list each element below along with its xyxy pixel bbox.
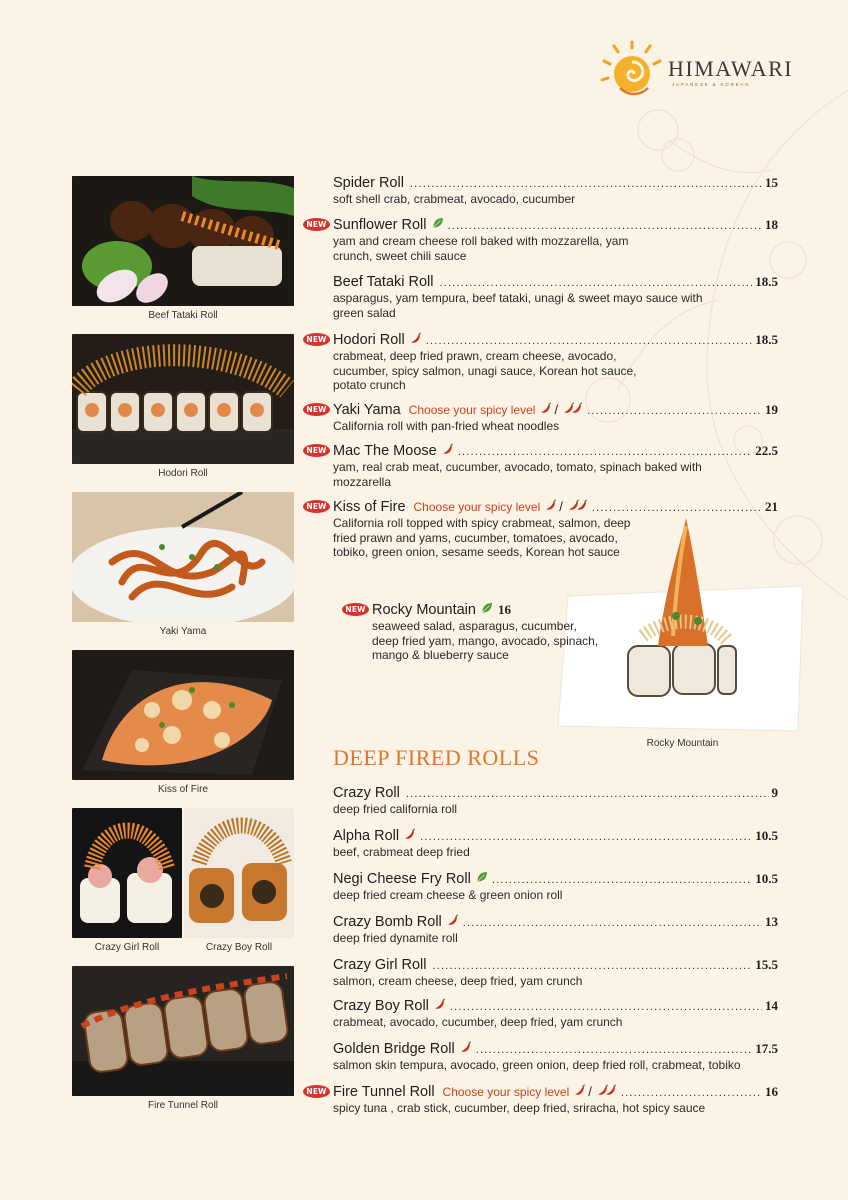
item-name: Crazy Bomb Roll	[333, 914, 442, 930]
item-description: yam and cream cheese roll baked with mozzarella, yam crunch, sweet chili sauce	[333, 234, 629, 263]
kiss-of-fire-photo	[72, 650, 294, 780]
new-badge-icon: NEW	[303, 500, 330, 513]
menu-item-crazy-girl-roll	[333, 955, 778, 989]
leaf-icon	[481, 602, 493, 614]
hodori-roll-photo	[72, 334, 294, 464]
menu-item-beef-tataki-roll	[333, 272, 778, 320]
photo-caption: Beef Tataki Roll	[148, 310, 218, 321]
dot-leader	[472, 1041, 753, 1060]
item-price: 18.5	[755, 332, 778, 347]
menu-item-spider-roll	[333, 173, 778, 207]
photo-caption: Hodori Roll	[158, 468, 208, 479]
item-description: salmon skin tempura, avocado, green onion, deep fried roll, crabmeat, tobiko	[333, 1058, 741, 1072]
item-name: Crazy Girl Roll	[333, 957, 427, 973]
photo-caption: Crazy Boy Roll	[205, 942, 273, 953]
item-name: Hodori Roll	[333, 332, 405, 348]
crazy-boy-roll-photo	[184, 808, 294, 938]
crazy-girl-roll-photo	[72, 808, 182, 938]
chili-pepper-icon	[447, 914, 459, 926]
new-badge-icon: NEW	[303, 444, 330, 457]
chili-pepper-icon	[540, 402, 552, 414]
item-price: 18	[765, 217, 778, 232]
brand-name: HIMAWARI	[668, 56, 794, 81]
menu-item-alpha-roll	[333, 826, 778, 860]
leaf-icon	[476, 871, 488, 883]
dot-leader	[402, 785, 769, 804]
section-title-deep-fried-rolls: DEEP FIRED ROLLS	[333, 745, 540, 770]
item-name: Alpha Roll	[333, 828, 400, 844]
item-name: Kiss of Fire	[333, 499, 406, 515]
item-name: Crazy Boy Roll	[333, 998, 429, 1014]
himawari-logo	[600, 40, 800, 104]
new-badge-icon: NEW	[303, 218, 330, 231]
separator: /	[588, 1084, 592, 1099]
menu-item-golden-bridge-roll	[333, 1039, 778, 1073]
item-name: Sunflower Roll	[333, 217, 427, 233]
item-name: Rocky Mountain	[372, 602, 476, 618]
item-name: Crazy Roll	[333, 785, 400, 801]
menu-item-fire-tunnel-roll	[306, 1082, 778, 1116]
photo-caption: Yaki Yama	[159, 626, 207, 637]
dot-leader	[583, 402, 762, 421]
separator: /	[554, 402, 559, 417]
dot-leader	[422, 332, 753, 351]
dot-leader	[406, 175, 762, 194]
menu-item-negi-cheese-fry-roll	[333, 869, 778, 903]
item-name: Yaki Yama	[333, 402, 401, 418]
item-description: salmon, cream cheese, deep fried, yam crunch	[333, 974, 583, 988]
new-badge-icon: NEW	[303, 333, 330, 346]
item-price: 13	[765, 914, 778, 929]
dot-leader	[416, 828, 752, 847]
double-chili-pepper-icon	[563, 402, 583, 414]
item-description: deep fried california roll	[333, 802, 458, 816]
item-description: beef, crabmeat deep fried	[333, 845, 470, 859]
dot-leader	[488, 871, 752, 890]
menu-item-kiss-of-fire	[306, 497, 778, 560]
new-badge-icon: NEW	[342, 603, 369, 616]
menu-item-yaki-yama	[306, 400, 778, 434]
item-description: crabmeat, deep fried prawn, cream cheese, avocado, cucumber, spicy salmon, unagi sauce, Korean hot sauce, potato crunch	[333, 349, 637, 392]
photo-caption: Rocky Mountain	[646, 738, 719, 749]
item-price: 15	[765, 175, 778, 190]
item-name: Spider Roll	[333, 175, 404, 191]
item-price: 14	[765, 998, 778, 1013]
item-description: deep fried cream cheese & green onion roll	[333, 888, 563, 902]
dot-leader	[446, 998, 762, 1017]
menu-item-crazy-bomb-roll	[333, 912, 778, 946]
menu-item-rocky-mountain	[345, 600, 612, 663]
item-price: 21	[765, 499, 778, 514]
menu-item-crazy-boy-roll	[333, 996, 778, 1030]
spicy-level-choice: Choose your spicy level	[408, 403, 536, 417]
chili-pepper-icon	[545, 499, 557, 511]
item-description: yam, real crab meat, cucumber, avocado, tomato, spinach baked with mozzarella	[333, 460, 702, 489]
double-chili-pepper-icon	[597, 1084, 617, 1096]
item-description: California roll with pan-fried wheat noodles	[333, 419, 560, 433]
item-name: Beef Tataki Roll	[333, 274, 434, 290]
item-description: asparagus, yam tempura, beef tataki, unagi & sweet mayo sauce with green salad	[333, 291, 703, 320]
dot-leader	[617, 1084, 762, 1103]
menu-item-hodori-roll	[306, 330, 778, 393]
dot-leader	[435, 274, 752, 293]
item-name: Mac The Moose	[333, 443, 437, 459]
photo-caption: Kiss of Fire	[157, 784, 208, 795]
dot-leader	[459, 914, 762, 933]
item-price: 22.5	[755, 443, 778, 458]
chili-pepper-icon	[442, 443, 454, 455]
item-description: California roll topped with spicy crabmeat, salmon, deep fried prawn and yams, cucumber, tomatoes, avocado, tobiko, green onion, sesame seeds, Korean hot sauce	[333, 516, 631, 559]
beef-tataki-roll-photo	[72, 176, 294, 306]
new-badge-icon: NEW	[303, 403, 330, 416]
photo-caption: Fire Tunnel Roll	[147, 1100, 219, 1111]
item-price: 15.5	[755, 957, 778, 972]
menu-item-sunflower-roll	[306, 215, 778, 263]
leaf-icon	[432, 217, 444, 229]
dot-leader	[588, 499, 762, 518]
chili-pepper-icon	[574, 1084, 586, 1096]
dot-leader	[454, 443, 753, 462]
item-price: 16	[765, 1084, 778, 1099]
sunflower-logo-icon	[600, 40, 664, 104]
dot-leader	[444, 217, 763, 236]
item-description: spicy tuna , crab stick, cucumber, deep fried, sriracha, hot spicy sauce	[333, 1101, 706, 1115]
spicy-level-choice: Choose your spicy level	[442, 1085, 570, 1099]
item-description: seaweed salad, asparagus, cucumber, deep fried yam, mango, avocado, spinach, mango & blueberry sauce	[372, 619, 599, 662]
item-price: 18.5	[755, 274, 778, 289]
item-description: deep fried dynamite roll	[333, 931, 458, 945]
item-description: crabmeat, avocado, cucumber, deep fried, yam crunch	[333, 1015, 623, 1029]
new-badge-icon: NEW	[303, 1085, 330, 1098]
menu-item-crazy-roll	[333, 783, 778, 817]
yaki-yama-photo	[72, 492, 294, 622]
item-price: 9	[771, 785, 778, 800]
item-price: 19	[765, 402, 778, 417]
dot-leader	[428, 957, 752, 976]
double-chili-pepper-icon	[568, 499, 588, 511]
item-price: 10.5	[755, 828, 778, 843]
fire-tunnel-roll-photo	[72, 966, 294, 1096]
chili-pepper-icon	[460, 1041, 472, 1053]
item-name: Fire Tunnel Roll	[333, 1084, 435, 1100]
spicy-level-choice: Choose your spicy level	[413, 500, 541, 514]
separator: /	[559, 499, 563, 514]
item-name: Negi Cheese Fry Roll	[333, 871, 471, 887]
photo-caption: Crazy Girl Roll	[94, 942, 160, 953]
chili-pepper-icon	[434, 998, 446, 1010]
item-price: 16	[497, 602, 511, 617]
item-price: 10.5	[755, 871, 778, 886]
item-name: Golden Bridge Roll	[333, 1041, 455, 1057]
chili-pepper-icon	[410, 332, 422, 344]
brand-tagline: JAPANESE & KOREAN	[672, 82, 751, 87]
item-price: 17.5	[755, 1041, 778, 1056]
chili-pepper-icon	[404, 828, 416, 840]
item-description: soft shell crab, crabmeat, avocado, cucumber	[333, 192, 576, 206]
menu-item-mac-the-moose	[306, 441, 778, 489]
